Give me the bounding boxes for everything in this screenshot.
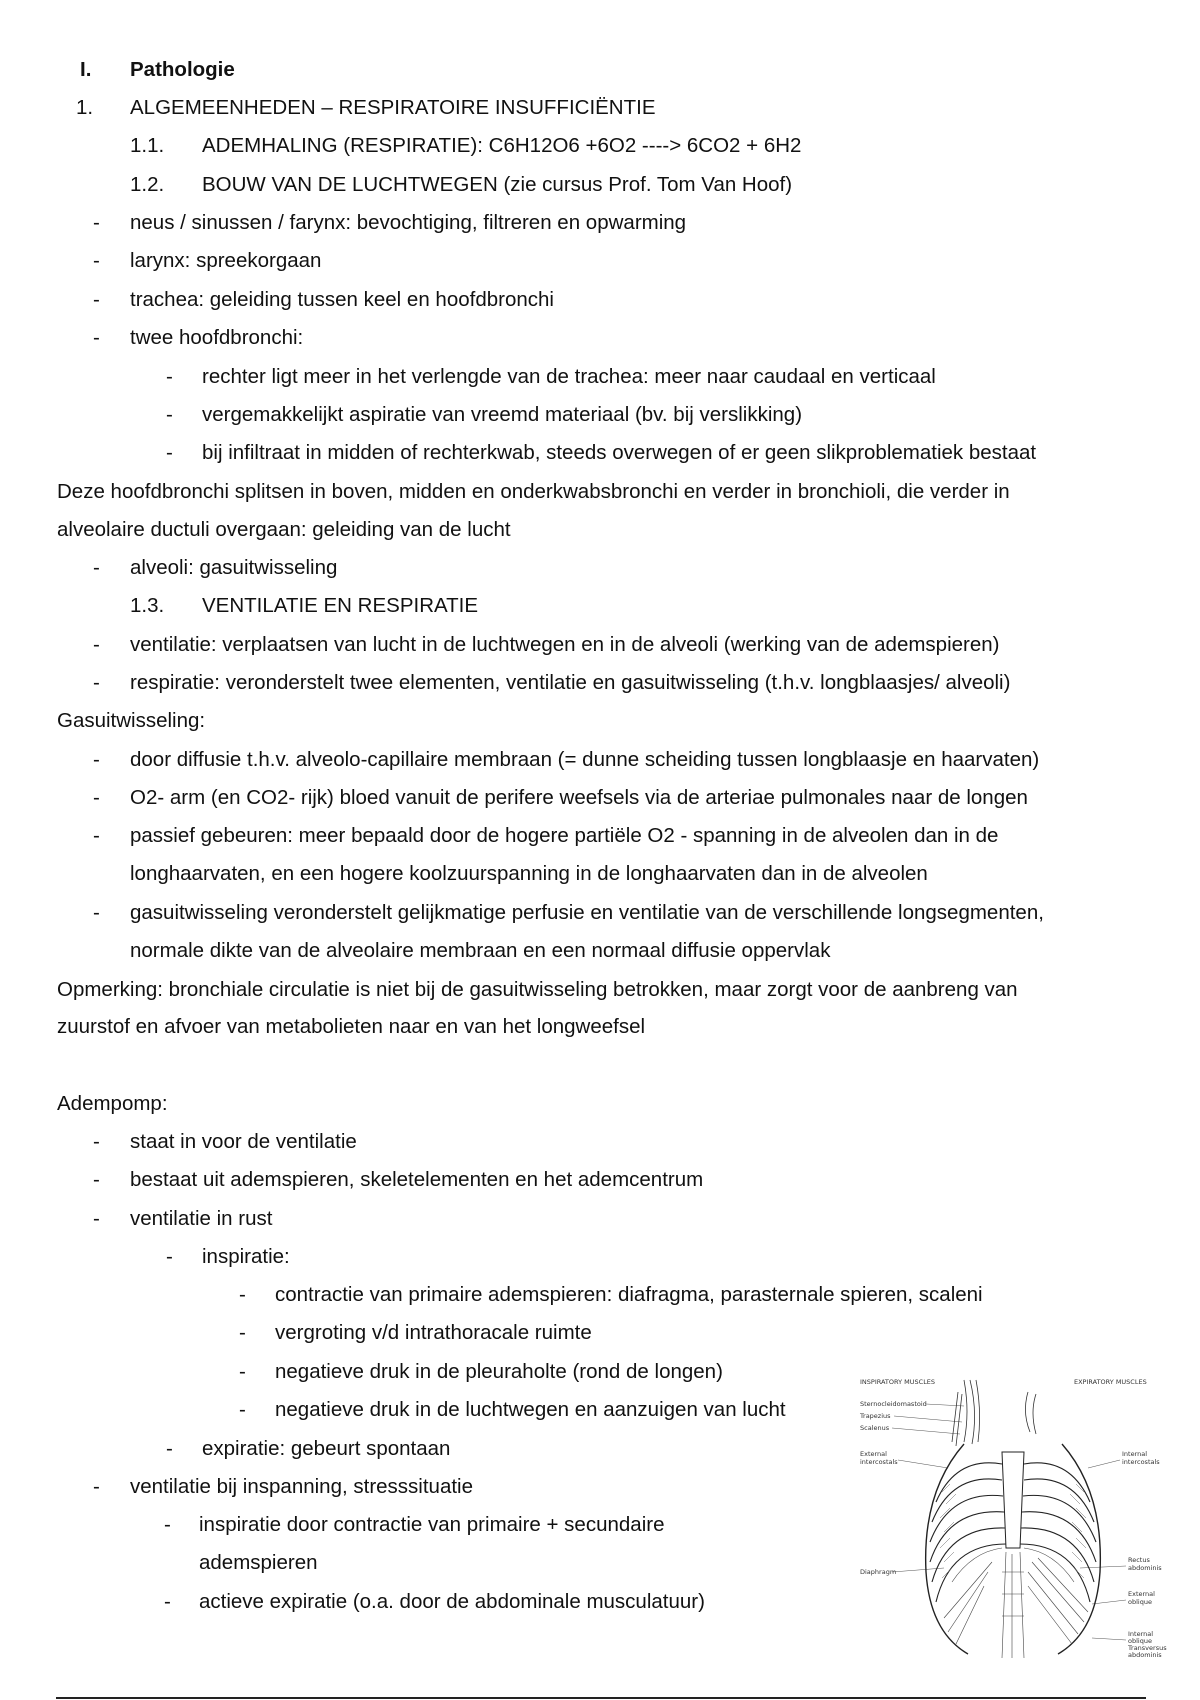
bullet-dash: -	[93, 671, 100, 694]
list-item: ventilatie in rust	[130, 1207, 273, 1230]
bullet-dash: -	[93, 249, 100, 272]
bullet-dash: -	[164, 1513, 171, 1536]
figure-label: Transversus	[1128, 1644, 1167, 1652]
list-item-continued: longhaarvaten, en een hogere koolzuurspanning in de longhaarvaten dan in de alveolen	[130, 862, 928, 885]
bullet-dash: -	[166, 441, 173, 464]
list-item: contractie van primaire ademspieren: diafragma, parasternale spieren, scaleni	[275, 1283, 983, 1306]
paragraph-line: alveolaire ductuli overgaan: geleiding van de lucht	[57, 518, 511, 541]
list-item: vergroting v/d intrathoracale ruimte	[275, 1321, 592, 1344]
list-item: O2- arm (en CO2- rijk) bloed vanuit de perifere weefsels via de arteriae pulmonales naar de longen	[130, 786, 1028, 809]
list-item: neus / sinussen / farynx: bevochtiging, filtreren en opwarming	[130, 211, 687, 234]
respiratory-muscles-figure	[852, 1372, 1174, 1662]
sub12-title: BOUW VAN DE LUCHTWEGEN (zie cursus Prof. Tom Van Hoof)	[202, 173, 793, 196]
figure-label: Diaphragm	[860, 1568, 897, 1576]
list-item-continued: ademspieren	[199, 1551, 318, 1574]
bullet-dash: -	[93, 1207, 100, 1230]
sub13-number: 1.3.	[130, 594, 165, 617]
sub11-title: ADEMHALING (RESPIRATIE): C6H12O6 +6O2 ----> 6CO2 + 6H2	[202, 134, 802, 157]
bullet-dash: -	[93, 288, 100, 311]
bullet-dash: -	[166, 403, 173, 426]
list-item: bestaat uit ademspieren, skeletelementen en het ademcentrum	[130, 1168, 704, 1191]
figure-label: Sternocleidomastoid	[860, 1400, 927, 1408]
list-item: ventilatie bij inspanning, stresssituatie	[130, 1475, 473, 1498]
sub13-title: VENTILATIE EN RESPIRATIE	[202, 594, 479, 617]
list-item: passief gebeuren: meer bepaald door de hogere partiële O2 - spanning in de alveolen dan in de	[130, 824, 999, 847]
section1-number: 1.	[76, 96, 94, 119]
list-item: inspiratie door contractie van primaire + secundaire	[199, 1513, 665, 1536]
figure-title-right: EXPIRATORY MUSCLES	[1074, 1378, 1147, 1386]
bullet-dash: -	[93, 901, 100, 924]
gas-label: Gasuitwisseling:	[57, 709, 206, 732]
bullet-dash: -	[239, 1283, 246, 1306]
bullet-dash: -	[93, 326, 100, 349]
list-item: gasuitwisseling veronderstelt gelijkmatige perfusie en ventilatie van de verschillende longsegmenten,	[130, 901, 1044, 924]
list-item: expiratie: gebeurt spontaan	[202, 1437, 451, 1460]
bullet-dash: -	[166, 1245, 173, 1268]
figure-label: Scalenus	[860, 1424, 890, 1432]
list-item: ventilatie: verplaatsen van lucht in de luchtwegen en in de alveoli (werking van de ademspieren)	[130, 633, 1000, 656]
bullet-dash: -	[239, 1360, 246, 1383]
figure-label: External	[860, 1450, 887, 1458]
list-item: twee hoofdbronchi:	[130, 326, 304, 349]
figure-label: intercostals	[860, 1458, 898, 1466]
figure-label: Internal	[1128, 1630, 1154, 1638]
list-item-continued: normale dikte van de alveolaire membraan en een normaal diffusie oppervlak	[130, 939, 831, 962]
heading-numeral: I.	[80, 58, 92, 81]
sub11-number: 1.1.	[130, 134, 165, 157]
list-item: actieve expiratie (o.a. door de abdominale musculatuur)	[199, 1590, 705, 1613]
figure-label: intercostals	[1122, 1458, 1160, 1466]
bullet-dash: -	[93, 1168, 100, 1191]
figure-label: abdominis	[1128, 1564, 1162, 1572]
rib-cage-illustration	[852, 1372, 1174, 1662]
list-item: larynx: spreekorgaan	[130, 249, 322, 272]
bullet-dash: -	[93, 211, 100, 234]
bullet-dash: -	[93, 748, 100, 771]
figure-label: Rectus	[1128, 1556, 1150, 1564]
list-item: negatieve druk in de pleuraholte (rond de longen)	[275, 1360, 723, 1383]
pump-label: Adempomp:	[57, 1092, 168, 1115]
section1-title: ALGEMEENHEDEN – RESPIRATOIRE INSUFFICIËNTIE	[130, 96, 656, 119]
heading-title: Pathologie	[130, 58, 235, 81]
bullet-dash: -	[239, 1398, 246, 1421]
figure-label: Trapezius	[860, 1412, 891, 1420]
remark-line: zuurstof en afvoer van metabolieten naar en van het longweefsel	[57, 1015, 646, 1038]
bullet-dash: -	[93, 1475, 100, 1498]
figure-label: oblique	[1128, 1637, 1152, 1645]
list-item: alveoli: gasuitwisseling	[130, 556, 338, 579]
list-item: bij infiltraat in midden of rechterkwab, steeds overwegen of er geen slikproblematiek bestaat	[202, 441, 1037, 464]
bullet-dash: -	[93, 824, 100, 847]
remark-line: Opmerking: bronchiale circulatie is niet bij de gasuitwisseling betrokken, maar zorgt voor de aanbreng van	[57, 978, 1018, 1001]
bullet-dash: -	[93, 1130, 100, 1153]
paragraph-line: Deze hoofdbronchi splitsen in boven, midden en onderkwabsbronchi en verder in bronchioli, die verder in	[57, 480, 1010, 503]
figure-label: oblique	[1128, 1598, 1152, 1606]
list-item: inspiratie:	[202, 1245, 290, 1268]
list-item: rechter ligt meer in het verlengde van de trachea: meer naar caudaal en verticaal	[202, 365, 936, 388]
list-item: trachea: geleiding tussen keel en hoofdbronchi	[130, 288, 554, 311]
bullet-dash: -	[93, 786, 100, 809]
bullet-dash: -	[164, 1590, 171, 1613]
bullet-dash: -	[166, 1437, 173, 1460]
bullet-dash: -	[93, 633, 100, 656]
bullet-dash: -	[239, 1321, 246, 1344]
bullet-dash: -	[166, 365, 173, 388]
list-item: vergemakkelijkt aspiratie van vreemd materiaal (bv. bij verslikking)	[202, 403, 803, 426]
list-item: door diffusie t.h.v. alveolo-capillaire membraan (= dunne scheiding tussen longblaasje en haarvaten)	[130, 748, 1040, 771]
list-item: staat in voor de ventilatie	[130, 1130, 357, 1153]
bullet-dash: -	[93, 556, 100, 579]
list-item: respiratie: veronderstelt twee elementen, ventilatie en gasuitwisseling (t.h.v. longblaasjes/ alveoli)	[130, 671, 1011, 694]
sub12-number: 1.2.	[130, 173, 165, 196]
page-footer-rule	[56, 1697, 1146, 1699]
figure-label: External	[1128, 1590, 1155, 1598]
figure-label: abdominis	[1128, 1651, 1162, 1659]
figure-label: Internal	[1122, 1450, 1148, 1458]
list-item: negatieve druk in de luchtwegen en aanzuigen van lucht	[275, 1398, 786, 1421]
figure-title-left: INSPIRATORY MUSCLES	[860, 1378, 936, 1386]
